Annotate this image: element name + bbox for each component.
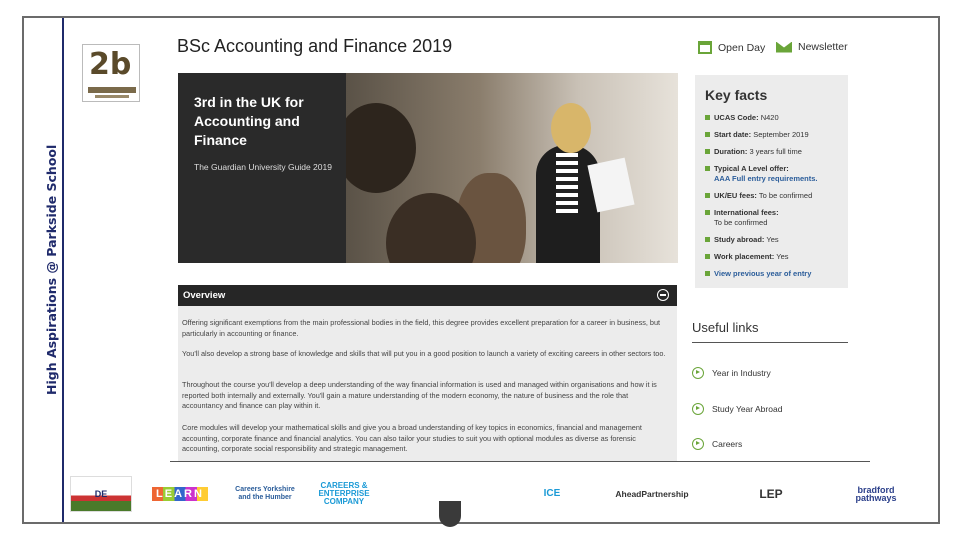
fact-label: Study abroad: xyxy=(714,235,765,244)
overview-body xyxy=(178,306,677,462)
useful-links-title: Useful links xyxy=(692,320,759,335)
logo-band xyxy=(88,87,136,93)
footer-logo-ahead xyxy=(596,476,708,512)
play-icon xyxy=(692,438,704,450)
fact-uk-fees xyxy=(705,191,845,201)
open-day-label: Open Day xyxy=(718,41,766,54)
fact-label: Typical A Level offer: xyxy=(714,164,789,173)
hero-banner xyxy=(178,73,678,263)
logo-band-small xyxy=(95,95,129,98)
hero-caption: The Guardian University Guide 2019 xyxy=(194,162,332,172)
logo-label: LEP xyxy=(759,487,783,501)
logo-label: CAREERS & ENTERPRISE COMPANY xyxy=(318,481,370,506)
fact-label: Start date: xyxy=(714,130,752,139)
fact-value: N420 xyxy=(760,113,779,122)
fact-study-abroad xyxy=(705,235,845,245)
entry-requirements-link[interactable]: AAA Full entry requirements. xyxy=(714,174,818,183)
link-label: Year in Industry xyxy=(712,368,771,378)
fact-work-placement xyxy=(705,252,845,262)
page-title: BSc Accounting and Finance 2019 xyxy=(177,36,453,56)
overview-paragraph: Throughout the course you'll develop a deep understanding of the way financial information is used and managed within organisations and how it is reported both internally and externally. You'll gain a mature understanding of the modern economy, the nature of business and the role that accountancy and finance can play within it. xyxy=(182,380,657,410)
overview-title: Overview xyxy=(183,290,226,301)
fact-value: Yes xyxy=(776,252,789,261)
overview-paragraph: You'll also develop a strong base of knowledge and skills that will put you in a good position to launch a variety of exciting careers in other sectors too. xyxy=(182,349,666,358)
hero-headline: 3rd in the UK for Accounting and Finance xyxy=(194,94,304,148)
logo-text: 2b xyxy=(89,47,132,82)
previous-year-link[interactable]: View previous year of entry xyxy=(714,269,812,278)
fact-offer xyxy=(705,164,845,184)
hero-photo xyxy=(346,73,678,263)
content-divider xyxy=(170,461,870,462)
footer-logo-de xyxy=(70,476,132,512)
fact-value: To be confirmed xyxy=(758,191,813,200)
collapse-icon[interactable] xyxy=(657,289,669,301)
fact-start xyxy=(705,130,845,140)
footer-logo-careers-yh xyxy=(232,476,298,512)
fact-label: Duration: xyxy=(714,147,748,156)
logo-label: DE xyxy=(94,489,108,499)
key-facts-title: Key facts xyxy=(705,87,768,103)
logo-label: ICE xyxy=(543,488,561,499)
key-facts-list xyxy=(705,113,845,286)
footer-logo-bradford xyxy=(840,476,912,512)
link-label: Careers xyxy=(712,439,743,449)
link-year-in-industry[interactable] xyxy=(692,367,771,379)
overview-header[interactable] xyxy=(178,285,677,306)
calendar-icon xyxy=(698,41,712,54)
photo-lecturer-head xyxy=(551,103,591,153)
fact-duration xyxy=(705,147,845,157)
envelope-icon xyxy=(776,42,792,53)
fact-previous-year xyxy=(705,269,845,279)
fact-value: Yes xyxy=(766,235,779,244)
useful-links-divider xyxy=(692,342,848,343)
school-logo xyxy=(82,44,140,102)
logo-label: bradford pathways xyxy=(855,485,897,503)
fact-value: 3 years full time xyxy=(749,147,802,156)
vertical-title: High Aspirations @ Parkside School xyxy=(44,144,59,395)
fact-value: To be confirmed xyxy=(714,218,768,227)
logo-label: AheadPartnership xyxy=(615,489,689,499)
logo-label: LEARN xyxy=(152,487,208,501)
fact-intl-fees xyxy=(705,208,845,228)
play-icon xyxy=(692,403,704,415)
fact-label: UCAS Code: xyxy=(714,113,759,122)
logo-label: Careers Yorkshire and the Humber xyxy=(235,486,295,501)
newsletter-link[interactable] xyxy=(776,41,848,53)
key-facts-panel xyxy=(695,75,848,288)
footer-logo-lep xyxy=(726,476,816,512)
school-crest xyxy=(432,494,468,534)
fact-label: UK/EU fees: xyxy=(714,191,757,200)
fact-label: Work placement: xyxy=(714,252,775,261)
fact-ucas xyxy=(705,113,845,123)
photo-lecturer-shirt xyxy=(556,153,578,213)
newsletter-label: Newsletter xyxy=(798,41,848,53)
overview-paragraph: Offering significant exemptions from the main professional bodies in the field, this degree provides excellent preparation for a career in business, but particularly in accounting or finance. xyxy=(182,318,661,338)
side-divider xyxy=(62,18,64,522)
link-label: Study Year Abroad xyxy=(712,404,783,414)
footer-logo-cec xyxy=(308,476,380,512)
photo-student-1 xyxy=(336,103,416,193)
crest-icon xyxy=(439,501,461,527)
play-icon xyxy=(692,367,704,379)
footer-logo-learn xyxy=(148,476,212,512)
link-study-year-abroad[interactable] xyxy=(692,403,782,415)
overview-paragraph: Core modules will develop your mathematical skills and give you a broad understanding of key topics in economics, financial and management accounting, corporate finance and financial analytics. You can also tailor your studies to suit you with optional modules as diverse as forensic accounting, corporate social responsibility and strategic management. xyxy=(182,423,642,453)
link-careers[interactable] xyxy=(692,438,742,450)
fact-label: International fees: xyxy=(714,208,779,217)
open-day-link[interactable] xyxy=(698,41,765,54)
footer-logo-ice xyxy=(524,476,580,512)
fact-value: September 2019 xyxy=(753,130,809,139)
